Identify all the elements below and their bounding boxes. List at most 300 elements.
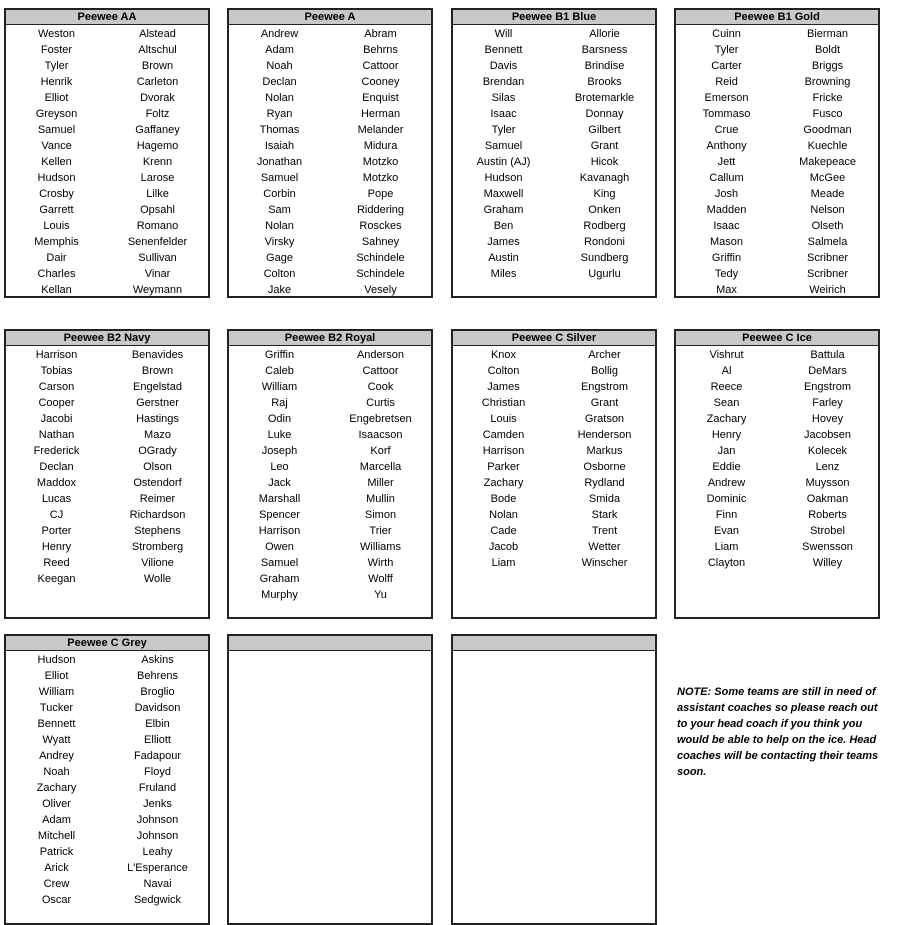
player-last-name: Weirich	[809, 284, 846, 296]
team-title: Peewee B1 Blue	[453, 10, 655, 25]
player-last-name: Herman	[360, 108, 401, 120]
player-last-name: Scribner	[807, 252, 848, 264]
player-first-name: Nolan	[265, 220, 294, 232]
player-last-name: Leahy	[142, 846, 173, 858]
player-row	[6, 186, 208, 202]
player-last-name: Senenfelder	[127, 236, 188, 248]
player-last-name: Fadapour	[133, 750, 182, 762]
player-first-name: Andrew	[260, 28, 299, 40]
player-first-name: Zachary	[36, 782, 77, 794]
player-row	[6, 860, 208, 876]
player-last-name: Hicok	[590, 156, 619, 168]
player-row	[453, 539, 655, 555]
player-first-name: Foster	[40, 44, 73, 56]
player-first-name: Samuel	[260, 172, 299, 184]
player-first-name: Frederick	[33, 445, 80, 457]
player-first-name: Corbin	[263, 188, 296, 200]
player-first-name: Tobias	[40, 365, 73, 377]
player-first-name: Adam	[265, 44, 294, 56]
player-last-name: Motzko	[362, 172, 399, 184]
player-first-name: Harrison	[258, 525, 301, 537]
player-first-name: Joseph	[261, 445, 298, 457]
player-first-name: James	[487, 381, 520, 393]
player-first-name: Oscar	[41, 894, 72, 906]
player-first-name: Jett	[717, 156, 736, 168]
player-first-name: Eddie	[712, 461, 741, 473]
player-row	[229, 507, 431, 523]
player-last-name: Behrens	[137, 670, 178, 682]
player-last-name: Brotemarkle	[574, 92, 635, 104]
player-row	[6, 716, 208, 732]
team-box-empty-10	[451, 634, 657, 925]
team-title: Peewee C Silver	[453, 331, 655, 346]
player-last-name: Midura	[363, 140, 398, 152]
player-row	[453, 475, 655, 491]
player-list	[6, 346, 208, 587]
player-row	[676, 523, 878, 539]
player-row	[453, 58, 655, 74]
player-row	[676, 218, 878, 234]
player-first-name: Jonathan	[256, 156, 303, 168]
player-first-name: Jacobi	[40, 413, 73, 425]
player-first-name: Parker	[487, 461, 520, 473]
player-last-name: Williams	[360, 541, 401, 553]
player-first-name: Dominic	[706, 493, 747, 505]
player-row	[676, 491, 878, 507]
team-box-peewee-c-silver	[451, 329, 657, 619]
player-last-name: Jacobsen	[803, 429, 852, 441]
player-last-name: Sundberg	[580, 252, 629, 264]
player-row	[6, 539, 208, 555]
player-last-name: Cattoor	[362, 365, 399, 377]
player-first-name: Harrison	[482, 445, 525, 457]
player-last-name: McGee	[809, 172, 846, 184]
player-row	[6, 106, 208, 122]
player-last-name: Pope	[367, 188, 394, 200]
player-last-name: Behrns	[363, 44, 398, 56]
player-list	[453, 346, 655, 571]
player-row	[6, 652, 208, 668]
player-last-name: Rydland	[584, 477, 625, 489]
player-list	[676, 25, 878, 298]
player-first-name: Cade	[490, 525, 517, 537]
player-first-name: Mason	[709, 236, 744, 248]
player-row	[676, 170, 878, 186]
player-last-name: Donnay	[585, 108, 624, 120]
player-first-name: Tedy	[714, 268, 739, 280]
player-first-name: Liam	[491, 557, 516, 569]
player-last-name: Riddering	[356, 204, 405, 216]
player-last-name: Alstead	[139, 28, 176, 40]
team-box-peewee-a	[227, 8, 433, 298]
player-last-name: Trier	[369, 525, 392, 537]
player-first-name: Will	[494, 28, 513, 40]
player-row	[229, 363, 431, 379]
player-row	[229, 218, 431, 234]
player-last-name: Vilione	[141, 557, 174, 569]
team-title	[229, 636, 431, 651]
player-list	[676, 346, 878, 571]
player-last-name: Hastings	[136, 413, 179, 425]
player-row	[229, 170, 431, 186]
player-last-name: Oakman	[806, 493, 849, 505]
player-first-name: Christian	[481, 397, 526, 409]
player-last-name: Battula	[810, 349, 845, 361]
player-last-name: Cooney	[361, 76, 400, 88]
player-last-name: Wolle	[143, 573, 172, 585]
player-row	[229, 347, 431, 363]
player-first-name: Charles	[37, 268, 76, 280]
player-first-name: Hudson	[37, 172, 76, 184]
player-last-name: Willey	[812, 557, 843, 569]
player-row	[453, 106, 655, 122]
player-first-name: Isaiah	[264, 140, 295, 152]
team-box-peewee-b2-navy	[4, 329, 210, 619]
player-last-name: Kuechle	[807, 140, 848, 152]
team-box-peewee-c-grey	[4, 634, 210, 925]
player-row	[6, 668, 208, 684]
player-last-name: Isaacson	[358, 429, 403, 441]
player-row	[229, 475, 431, 491]
player-row	[676, 58, 878, 74]
player-first-name: William	[261, 381, 298, 393]
player-row	[229, 571, 431, 587]
player-first-name: Murphy	[261, 589, 298, 601]
player-first-name: Kellen	[41, 156, 72, 168]
player-first-name: Nolan	[489, 509, 518, 521]
player-row	[676, 363, 878, 379]
player-first-name: Weston	[37, 28, 76, 40]
player-last-name: Smida	[588, 493, 621, 505]
player-row	[229, 523, 431, 539]
player-first-name: Jan	[717, 445, 736, 457]
player-last-name: Wirth	[367, 557, 394, 569]
player-last-name: Stark	[591, 509, 618, 521]
player-last-name: Boldt	[814, 44, 841, 56]
player-row	[6, 812, 208, 828]
player-row	[229, 90, 431, 106]
player-last-name: Rondoni	[584, 236, 625, 248]
player-last-name: Marcella	[359, 461, 402, 473]
player-row	[453, 250, 655, 266]
player-first-name: Owen	[265, 541, 294, 553]
player-first-name: Henry	[41, 541, 72, 553]
player-last-name: Engelstad	[133, 381, 182, 393]
player-first-name: Andrew	[707, 477, 746, 489]
player-row	[453, 507, 655, 523]
player-row	[676, 507, 878, 523]
player-last-name: Kavanagh	[579, 172, 630, 184]
player-last-name: Nelson	[810, 204, 845, 216]
player-first-name: Miles	[490, 268, 517, 280]
player-first-name: Dair	[46, 252, 67, 264]
player-row	[676, 411, 878, 427]
player-row	[676, 154, 878, 170]
player-row	[229, 379, 431, 395]
player-row	[6, 202, 208, 218]
player-first-name: Liam	[714, 541, 739, 553]
player-row	[453, 347, 655, 363]
player-first-name: Jake	[267, 284, 292, 296]
team-title: Peewee B1 Gold	[676, 10, 878, 25]
player-first-name: CJ	[49, 509, 64, 521]
player-first-name: Virsky	[264, 236, 295, 248]
player-row	[6, 876, 208, 892]
player-row	[6, 459, 208, 475]
player-first-name: Carter	[711, 60, 742, 72]
player-first-name: Adam	[42, 814, 71, 826]
player-last-name: Romano	[136, 220, 179, 232]
player-row	[229, 106, 431, 122]
player-list	[229, 25, 431, 298]
player-last-name: Gratson	[584, 413, 625, 425]
player-last-name: Foltz	[145, 108, 170, 120]
player-last-name: Fricke	[812, 92, 843, 104]
player-row	[6, 170, 208, 186]
player-first-name: Declan	[39, 461, 74, 473]
player-first-name: Nathan	[38, 429, 75, 441]
player-row	[6, 571, 208, 587]
player-row	[453, 186, 655, 202]
player-first-name: Cuinn	[712, 28, 741, 40]
player-first-name: Davis	[489, 60, 518, 72]
player-first-name: Emerson	[704, 92, 749, 104]
team-box-peewee-b1-gold	[674, 8, 880, 298]
player-row	[6, 74, 208, 90]
player-row	[6, 475, 208, 491]
player-last-name: DeMars	[808, 365, 847, 377]
player-first-name: Vance	[41, 140, 72, 152]
player-row	[6, 282, 208, 298]
player-first-name: Isaac	[490, 108, 517, 120]
player-last-name: Opsahl	[140, 204, 175, 216]
team-box-peewee-b1-blue	[451, 8, 657, 298]
player-last-name: Curtis	[366, 397, 395, 409]
player-row	[676, 186, 878, 202]
player-last-name: Sahney	[361, 236, 400, 248]
player-last-name: Mullin	[366, 493, 395, 505]
player-first-name: Samuel	[37, 124, 76, 136]
player-last-name: Hagemo	[136, 140, 179, 152]
player-first-name: Jacob	[488, 541, 519, 553]
player-last-name: Johnson	[136, 814, 179, 826]
player-last-name: Barsness	[581, 44, 628, 56]
player-first-name: Henry	[711, 429, 742, 441]
player-first-name: Austin (AJ)	[476, 156, 531, 168]
player-row	[676, 74, 878, 90]
player-row	[453, 427, 655, 443]
player-row	[676, 395, 878, 411]
player-list	[6, 651, 208, 908]
player-last-name: Schindele	[356, 252, 405, 264]
player-row	[676, 250, 878, 266]
player-last-name: Askins	[141, 654, 174, 666]
player-first-name: Nolan	[265, 92, 294, 104]
player-last-name: Gilbert	[588, 124, 621, 136]
player-row	[453, 74, 655, 90]
player-row	[6, 363, 208, 379]
player-row	[6, 218, 208, 234]
player-row	[229, 58, 431, 74]
player-row	[6, 427, 208, 443]
player-first-name: Bennett	[37, 718, 76, 730]
player-first-name: Zachary	[483, 477, 524, 489]
player-last-name: Trent	[591, 525, 618, 537]
player-row	[676, 443, 878, 459]
player-first-name: Sean	[713, 397, 740, 409]
player-first-name: Madden	[706, 204, 747, 216]
player-first-name: Anthony	[706, 140, 747, 152]
player-row	[6, 42, 208, 58]
player-last-name: Brown	[141, 60, 174, 72]
player-first-name: Vishrut	[709, 349, 744, 361]
player-first-name: Tucker	[39, 702, 74, 714]
player-first-name: Zachary	[706, 413, 747, 425]
player-last-name: Swensson	[802, 541, 853, 553]
team-title: Peewee A	[229, 10, 431, 25]
player-last-name: Motzko	[362, 156, 399, 168]
player-row	[676, 379, 878, 395]
player-first-name: Arick	[44, 862, 69, 874]
player-first-name: Patrick	[39, 846, 74, 858]
player-row	[229, 42, 431, 58]
player-first-name: Lucas	[41, 493, 72, 505]
player-last-name: Briggs	[811, 60, 844, 72]
player-first-name: Camden	[482, 429, 525, 441]
player-last-name: Jenks	[143, 798, 172, 810]
player-row	[6, 844, 208, 860]
player-row	[229, 138, 431, 154]
player-row	[6, 507, 208, 523]
player-row	[229, 266, 431, 282]
player-first-name: Samuel	[484, 140, 523, 152]
player-first-name: Bode	[490, 493, 517, 505]
player-last-name: Johnson	[136, 830, 179, 842]
player-last-name: King	[593, 188, 616, 200]
player-first-name: Mitchell	[37, 830, 76, 842]
player-last-name: Larose	[140, 172, 175, 184]
player-row	[6, 748, 208, 764]
player-row	[6, 555, 208, 571]
player-row	[676, 347, 878, 363]
player-last-name: Brooks	[587, 76, 622, 88]
player-first-name: Clayton	[707, 557, 746, 569]
player-first-name: Memphis	[34, 236, 79, 248]
player-row	[453, 42, 655, 58]
player-first-name: Colton	[487, 365, 520, 377]
player-last-name: Scribner	[807, 268, 848, 280]
player-row	[229, 26, 431, 42]
player-first-name: Al	[721, 365, 732, 377]
player-first-name: Louis	[43, 220, 70, 232]
player-row	[6, 796, 208, 812]
player-row	[453, 170, 655, 186]
player-last-name: Goodman	[803, 124, 852, 136]
player-first-name: Andrey	[39, 750, 74, 762]
player-last-name: Olseth	[811, 220, 844, 232]
player-list	[453, 25, 655, 282]
player-last-name: Floyd	[144, 766, 171, 778]
player-first-name: James	[487, 236, 520, 248]
player-first-name: Gage	[266, 252, 293, 264]
team-title: Peewee AA	[6, 10, 208, 25]
player-last-name: Schindele	[356, 268, 405, 280]
player-last-name: Broglio	[140, 686, 175, 698]
player-first-name: Garrett	[39, 204, 74, 216]
player-first-name: Graham	[483, 204, 524, 216]
player-last-name: Anderson	[356, 349, 405, 361]
player-row	[6, 780, 208, 796]
player-list	[453, 651, 655, 652]
player-last-name: Richardson	[129, 509, 186, 521]
player-last-name: Fusco	[812, 108, 843, 120]
player-first-name: Spencer	[259, 509, 300, 521]
player-row	[6, 347, 208, 363]
player-row	[6, 138, 208, 154]
player-first-name: Graham	[259, 573, 300, 585]
player-row	[229, 250, 431, 266]
player-first-name: Noah	[43, 766, 70, 778]
player-row	[676, 138, 878, 154]
player-last-name: Cook	[367, 381, 394, 393]
player-first-name: Max	[716, 284, 737, 296]
player-first-name: Reid	[715, 76, 738, 88]
player-row	[453, 90, 655, 106]
player-last-name: Reimer	[139, 493, 176, 505]
player-first-name: Hudson	[484, 172, 523, 184]
team-title: Peewee B2 Navy	[6, 331, 208, 346]
player-row	[229, 427, 431, 443]
player-last-name: Davidson	[134, 702, 181, 714]
player-last-name: Osborne	[583, 461, 626, 473]
player-row	[676, 26, 878, 42]
player-last-name: Korf	[370, 445, 391, 457]
player-first-name: Wyatt	[42, 734, 71, 746]
player-first-name: Griffin	[264, 349, 295, 361]
player-row	[6, 411, 208, 427]
player-last-name: Gaffaney	[135, 124, 180, 136]
player-row	[229, 395, 431, 411]
player-first-name: Josh	[714, 188, 739, 200]
player-last-name: Allorie	[589, 28, 620, 40]
team-title	[453, 636, 655, 651]
player-first-name: Brendan	[482, 76, 525, 88]
player-row	[6, 90, 208, 106]
player-last-name: L'Esperance	[127, 862, 188, 874]
player-row	[453, 26, 655, 42]
player-first-name: Elliot	[44, 92, 69, 104]
player-last-name: Ostendorf	[133, 477, 182, 489]
player-last-name: Vesely	[364, 284, 397, 296]
player-first-name: Silas	[491, 92, 516, 104]
player-last-name: Vinar	[144, 268, 171, 280]
player-last-name: Miller	[367, 477, 394, 489]
player-first-name: Austin	[488, 252, 519, 264]
player-last-name: Grant	[590, 140, 619, 152]
player-first-name: Crosby	[39, 188, 74, 200]
player-first-name: Leo	[270, 461, 289, 473]
player-row	[6, 122, 208, 138]
player-first-name: Finn	[715, 509, 738, 521]
player-row	[6, 234, 208, 250]
player-first-name: Luke	[267, 429, 292, 441]
player-last-name: Makepeace	[799, 156, 856, 168]
player-row	[676, 282, 878, 298]
player-row	[6, 491, 208, 507]
player-last-name: Farley	[812, 397, 843, 409]
player-row	[453, 555, 655, 571]
player-row	[6, 828, 208, 844]
